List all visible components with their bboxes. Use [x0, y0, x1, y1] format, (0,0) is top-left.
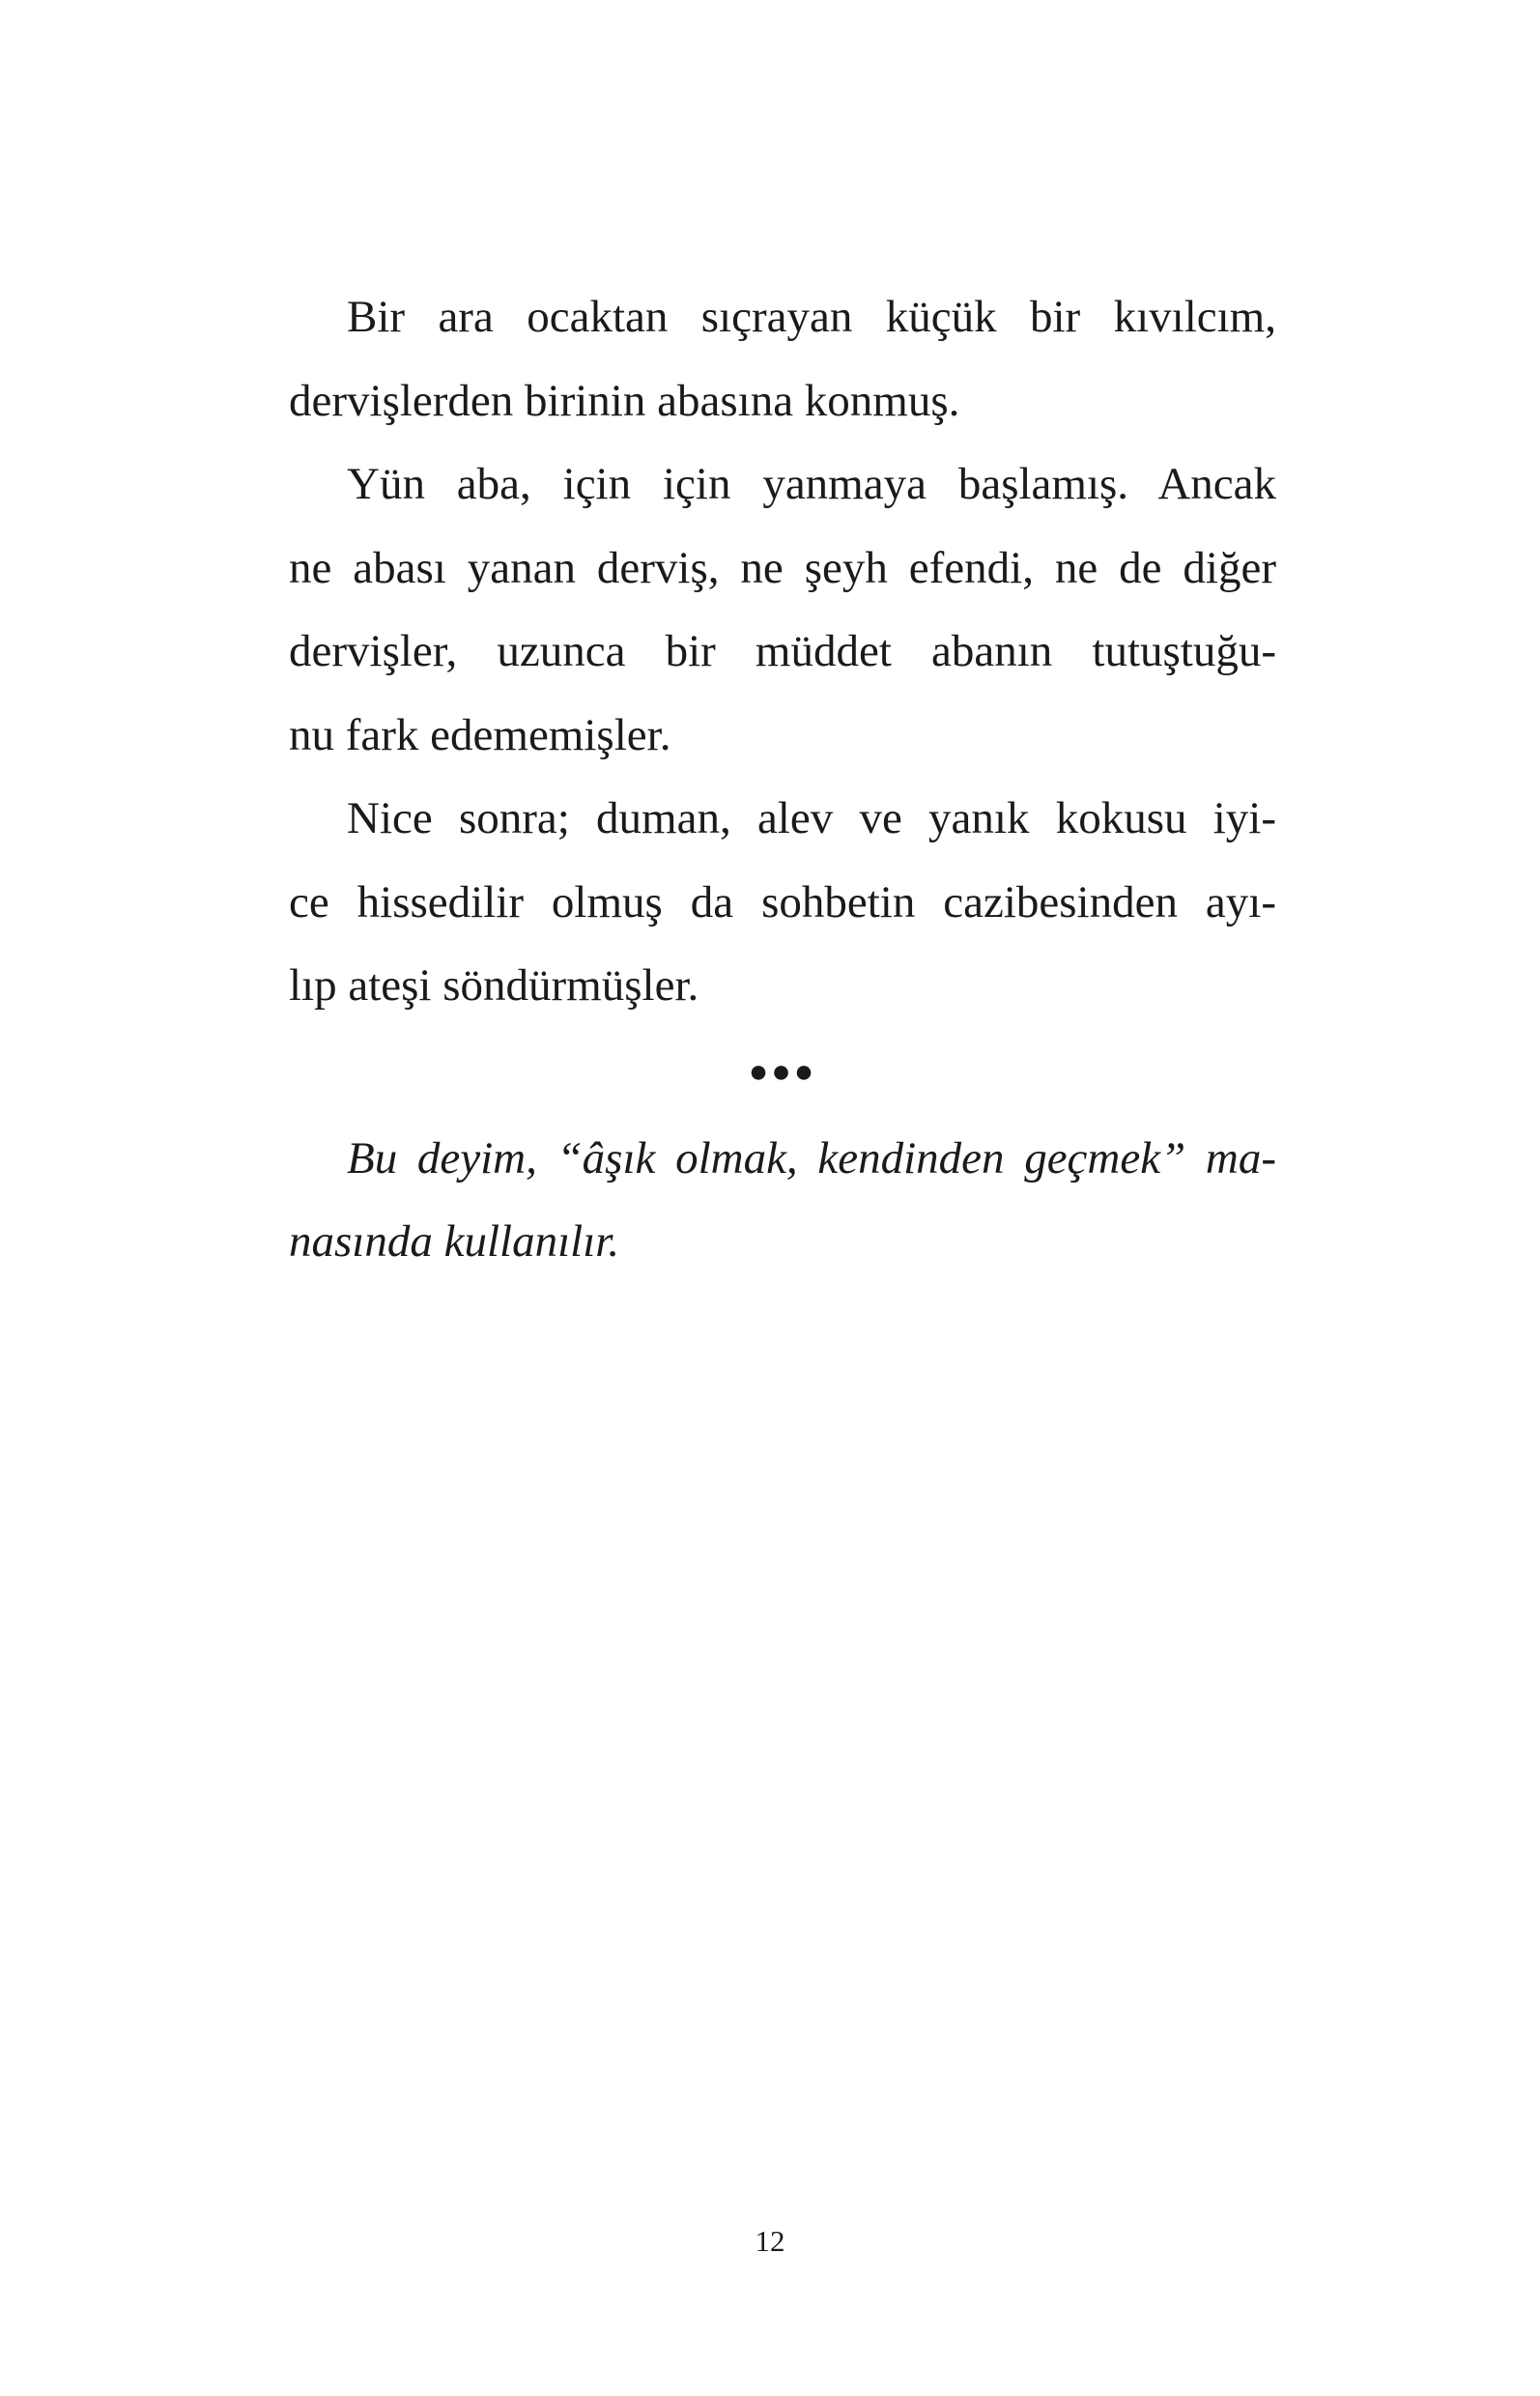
text-line: Bu deyim, “âşık olmak, kendinden geçmek” ma-: [347, 1132, 1276, 1184]
text-line: ce hissedilir olmuş da sohbetin cazibesinden ayı-: [289, 876, 1276, 927]
page-number: 12: [755, 2224, 785, 2258]
text-line: nu fark edememişler.: [289, 709, 671, 760]
text-line: ne abası yanan derviş, ne şeyh efendi, ne de diğer: [289, 542, 1276, 593]
text-line: dervişler, uzunca bir müddet abanın tutuştuğu-: [289, 626, 1276, 676]
paragraph: [289, 275, 1276, 442]
section-separator: ●●●: [748, 1053, 817, 1090]
text-line: Bir ara ocaktan sıçrayan küçük bir kıvılcım,: [347, 292, 1276, 342]
text-line: Yün aba, için için yanmaya başlamış. Ancak: [347, 459, 1276, 509]
text-line: dervişlerden birinin abasına konmuş.: [289, 375, 960, 426]
text-line: nasında kullanılır.: [289, 1216, 620, 1267]
paragraph: [289, 777, 1276, 1028]
paragraph: [289, 442, 1276, 777]
text-line: Nice sonra; duman, alev ve yanık kokusu iyi-: [347, 793, 1276, 843]
text-line: lıp ateşi söndürmüşler.: [289, 960, 699, 1011]
page-body: [289, 275, 1276, 1284]
idiom-note: [289, 1117, 1276, 1284]
